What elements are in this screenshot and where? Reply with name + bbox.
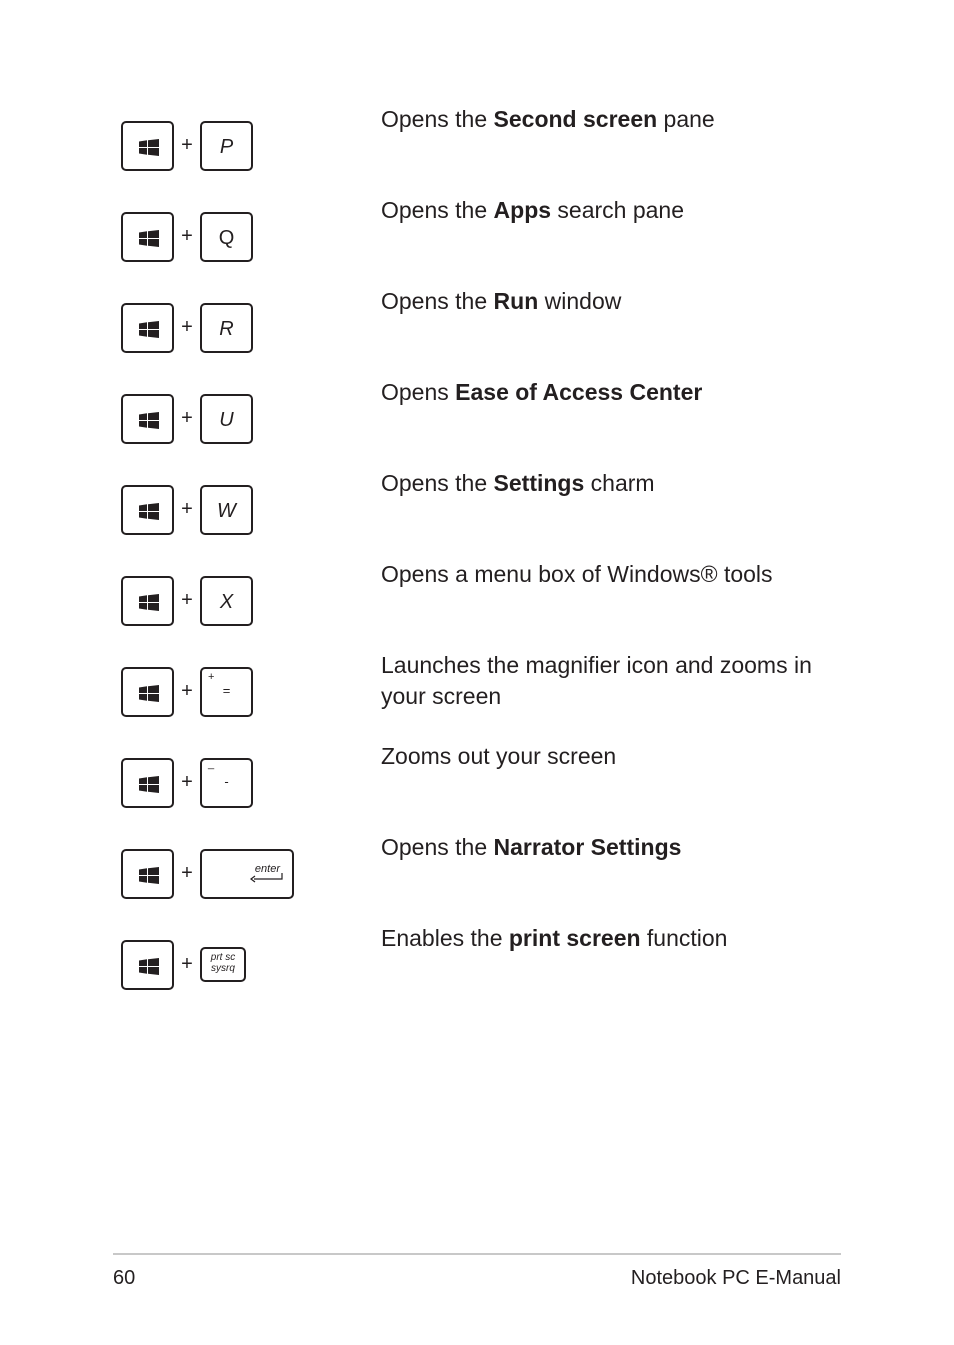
shortcut-row-zoom-out xyxy=(0,743,954,837)
shortcut-row-r xyxy=(0,288,954,382)
shortcut-description: Opens Ease of Access Center xyxy=(381,379,703,405)
plus-sign: + xyxy=(181,589,193,611)
windows-logo-icon xyxy=(139,412,159,429)
windows-key xyxy=(121,849,174,899)
windows-logo-icon xyxy=(139,230,159,247)
plus-sign: + xyxy=(181,316,193,338)
u-key xyxy=(200,394,253,444)
windows-logo-icon xyxy=(139,594,159,611)
w-key xyxy=(200,485,253,535)
shortcut-description: Opens the Settings charm xyxy=(381,470,655,496)
plus-sign: + xyxy=(181,498,193,520)
windows-logo-icon xyxy=(139,958,159,975)
shortcut-description: Opens the Narrator Settings xyxy=(381,834,682,860)
enter-key xyxy=(200,849,294,899)
windows-logo-icon xyxy=(139,503,159,520)
key-label: prt sc sysrq xyxy=(210,952,236,974)
key-label: = xyxy=(222,683,231,698)
plus-sign: + xyxy=(181,225,193,247)
windows-key xyxy=(121,576,174,626)
windows-key xyxy=(121,121,174,171)
shortcut-description: Zooms out your screen xyxy=(381,743,617,769)
shortcut-row-x xyxy=(0,561,954,655)
key-label: X xyxy=(219,591,234,613)
key-label: U xyxy=(219,409,234,431)
shortcut-description: Opens the Second screen pane xyxy=(381,106,715,132)
q-key xyxy=(200,212,253,262)
shortcut-row-u xyxy=(0,379,954,473)
shortcut-row-zoom-in xyxy=(0,652,954,746)
windows-key xyxy=(121,212,174,262)
windows-logo-icon xyxy=(139,776,159,793)
plus-sign: + xyxy=(181,134,193,156)
key-label: - xyxy=(224,774,229,789)
r-key xyxy=(200,303,253,353)
plus-equals-key xyxy=(200,667,253,717)
key-label: Q xyxy=(218,227,235,249)
key-label: enter xyxy=(254,863,280,875)
shortcut-row-p xyxy=(0,106,954,200)
shortcut-description: Launches the magnifier icon and zooms in your screen xyxy=(381,652,812,709)
windows-key xyxy=(121,940,174,990)
windows-key xyxy=(121,758,174,808)
page-number: 60 xyxy=(113,1267,136,1289)
windows-logo-icon xyxy=(139,139,159,156)
p-key xyxy=(200,121,253,171)
enter-arrow-icon xyxy=(250,873,284,883)
key-label: R xyxy=(219,318,234,340)
shortcut-row-print-screen xyxy=(0,925,954,1019)
shortcut-row-w xyxy=(0,470,954,564)
x-key xyxy=(200,576,253,626)
document-title: Notebook PC E-Manual xyxy=(630,1267,841,1289)
windows-key xyxy=(121,303,174,353)
windows-key xyxy=(121,667,174,717)
print-screen-key xyxy=(200,947,246,982)
shortcut-description: Enables the print screen function xyxy=(381,925,728,951)
windows-logo-icon xyxy=(139,685,159,702)
shortcut-description: Opens the Apps search pane xyxy=(381,197,685,223)
plus-sign: + xyxy=(181,680,193,702)
shortcut-description: Opens the Run window xyxy=(381,288,622,314)
minus-key xyxy=(200,758,253,808)
key-shift-label: + xyxy=(208,671,215,683)
windows-logo-icon xyxy=(139,321,159,338)
plus-sign: + xyxy=(181,771,193,793)
footer-divider xyxy=(113,1253,841,1255)
shortcut-row-q xyxy=(0,197,954,291)
key-label: P xyxy=(219,136,234,158)
windows-key xyxy=(121,485,174,535)
shortcut-description: Opens a menu box of Windows® tools xyxy=(381,561,773,587)
plus-sign: + xyxy=(181,407,193,429)
shortcut-row-enter xyxy=(0,834,954,928)
key-label: W xyxy=(217,500,236,522)
key-shift-label: _ xyxy=(208,758,215,770)
plus-sign: + xyxy=(181,862,193,884)
windows-key xyxy=(121,394,174,444)
windows-logo-icon xyxy=(139,867,159,884)
plus-sign: + xyxy=(181,953,193,975)
